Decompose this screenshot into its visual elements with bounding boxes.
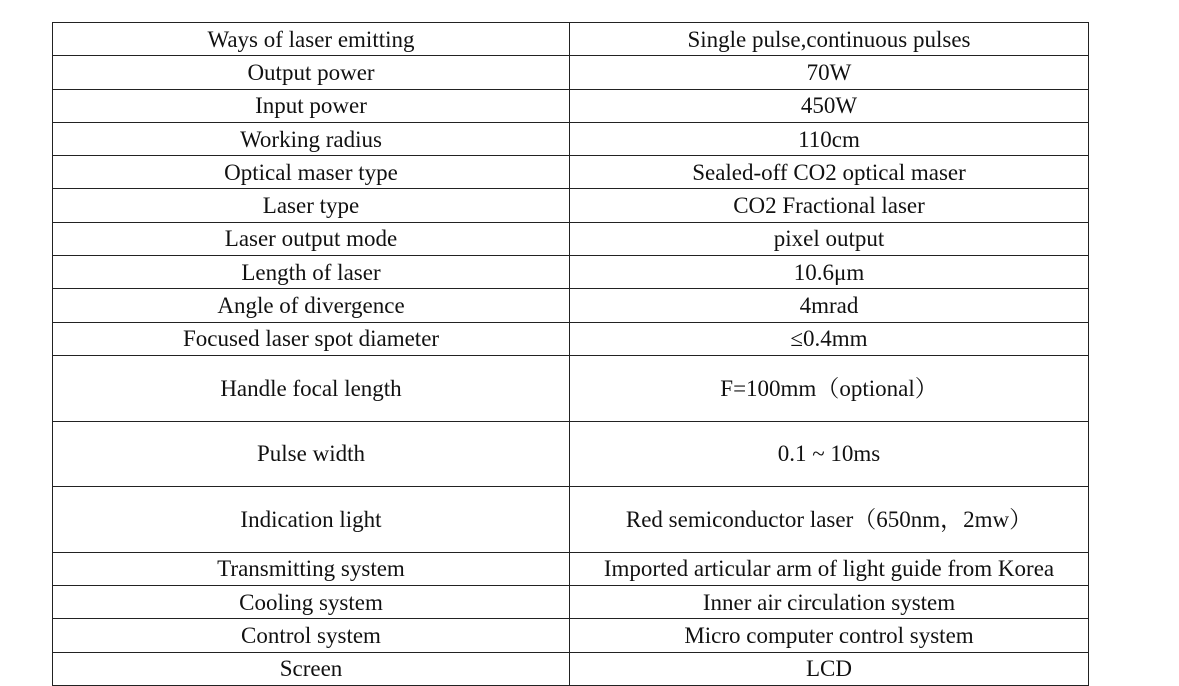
parameter-cell: Optical maser type — [53, 156, 570, 189]
parameter-cell: Ways of laser emitting — [53, 23, 570, 56]
parameter-cell: Handle focal length — [53, 355, 570, 421]
parameter-cell: Screen — [53, 652, 570, 685]
parameter-cell: Length of laser — [53, 256, 570, 289]
value-cell: 0.1 ~ 10ms — [570, 421, 1089, 487]
value-cell: CO2 Fractional laser — [570, 189, 1089, 222]
value-cell: 10.6μm — [570, 256, 1089, 289]
value-cell: Red semiconductor laser（650nm，2mw） — [570, 487, 1089, 553]
value-cell: Inner air circulation system — [570, 586, 1089, 619]
value-cell: Imported articular arm of light guide from Korea — [570, 552, 1089, 585]
value-cell: 450W — [570, 89, 1089, 122]
spec-table-body — [53, 23, 1089, 686]
value-cell: pixel output — [570, 222, 1089, 255]
table-row — [53, 652, 1089, 685]
parameter-cell: Laser output mode — [53, 222, 570, 255]
value-cell: LCD — [570, 652, 1089, 685]
parameter-cell: Pulse width — [53, 421, 570, 487]
value-cell: Single pulse,continuous pulses — [570, 23, 1089, 56]
value-cell: Sealed-off CO2 optical maser — [570, 156, 1089, 189]
parameter-cell: Laser type — [53, 189, 570, 222]
value-cell: Micro computer control system — [570, 619, 1089, 652]
parameter-cell: Working radius — [53, 122, 570, 155]
spec-table — [52, 22, 1089, 686]
parameter-cell: Output power — [53, 56, 570, 89]
value-cell: ≤0.4mm — [570, 322, 1089, 355]
table-row — [53, 89, 1089, 122]
parameter-cell: Cooling system — [53, 586, 570, 619]
table-row — [53, 222, 1089, 255]
parameter-cell: Input power — [53, 89, 570, 122]
table-row — [53, 256, 1089, 289]
value-cell: F=100mm（optional） — [570, 355, 1089, 421]
parameter-cell: Control system — [53, 619, 570, 652]
table-row — [53, 23, 1089, 56]
table-row — [53, 189, 1089, 222]
parameter-cell: Indication light — [53, 487, 570, 553]
table-row — [53, 56, 1089, 89]
parameter-cell: Focused laser spot diameter — [53, 322, 570, 355]
table-row — [53, 487, 1089, 553]
table-row — [53, 586, 1089, 619]
value-cell: 70W — [570, 56, 1089, 89]
value-cell: 110cm — [570, 122, 1089, 155]
value-cell: 4mrad — [570, 289, 1089, 322]
table-row — [53, 289, 1089, 322]
table-row — [53, 552, 1089, 585]
table-row — [53, 421, 1089, 487]
parameter-cell: Transmitting system — [53, 552, 570, 585]
table-row — [53, 156, 1089, 189]
table-row — [53, 355, 1089, 421]
table-row — [53, 122, 1089, 155]
table-row — [53, 619, 1089, 652]
table-row — [53, 322, 1089, 355]
parameter-cell: Angle of divergence — [53, 289, 570, 322]
